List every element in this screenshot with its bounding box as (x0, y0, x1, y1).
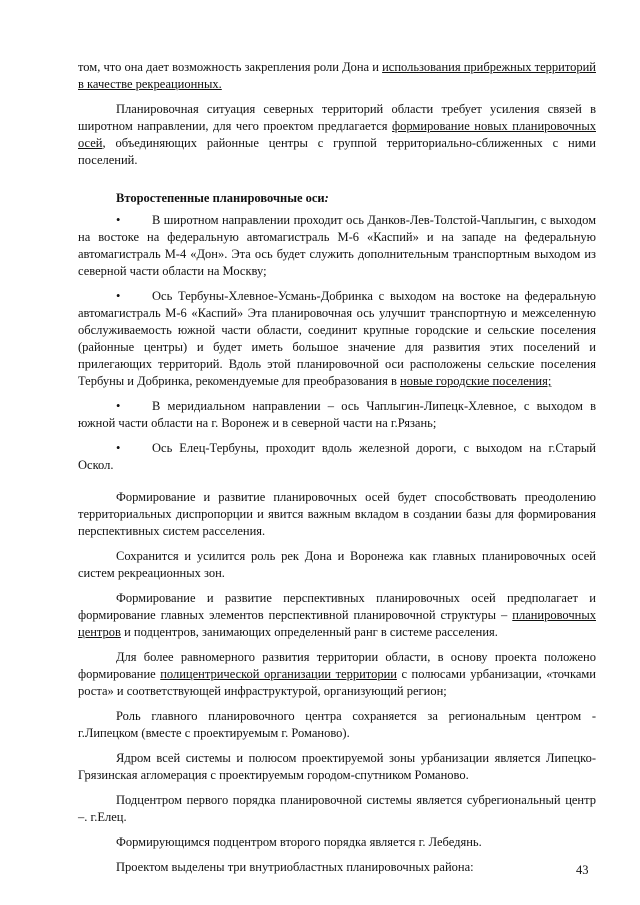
bullet-icon: • (116, 441, 121, 455)
underlined-phrase: полицентрической организации территории (160, 667, 397, 681)
heading-text: Второстепенные планировочные оси (116, 191, 325, 205)
paragraph-first-order-subcenter: Подцентром первого порядка планировочной системы является субрегиональный центр –. г.Елец. (78, 793, 596, 824)
paragraph-polycentric (78, 649, 596, 700)
page-body (78, 59, 596, 884)
bullet-text: Ось Елец-Тербуны, проходит вдоль железной дороги, с выходом на г.Старый Оскол. (78, 441, 596, 472)
underlined-phrase: планировочных центров (78, 608, 596, 639)
bullet-text: Ось Тербуны-Хлевное-Усмань-Добринка с выходом на востоке на федеральную автомагистраль М-6 «Каспий» Эта планировочная ось улучшит транспортную и межселенную обслуживаемость южной части области, соединит крупные городские и сельские поселения (районные центры) и будет иметь большое значение для развития этих поселений и прилегающих территорий. Вдоль этой планировочной оси расположены сельские поселения Тербуны и Добринка, рекомендуемые для преобразования в (78, 289, 596, 388)
paragraph-planning-districts: Проектом выделены три внутриобластных планировочных района: (116, 860, 474, 874)
paragraph-text: Планировочная ситуация северных территорий области требует усиления связей в широтном направлении, для чего проектом предлагается (78, 102, 596, 133)
paragraph-axes-development: Формирование и развитие планировочных осей будет способствовать преодолению территориальных диспропорции и явится важным вкладом в создании базы для формирования перспективных систем расселения. (78, 490, 596, 538)
bullet-text: В меридиальном направлении – ось Чаплыгин-Липецк-Хлевное, с выходом в южной части области на г. Воронеж и в северной части на г.Рязань; (78, 399, 596, 430)
paragraph-text: Формирование и развитие перспективных планировочных осей предполагает и формирование главных элементов перспективной планировочной структуры – (78, 591, 596, 622)
underlined-phrase: формирование новых планировочных осей (78, 119, 596, 150)
bullet-icon: • (116, 399, 121, 413)
bullet-item-latitudinal-axis (78, 212, 596, 280)
page-number: 43 (576, 863, 589, 877)
section-heading (116, 190, 596, 207)
paragraph-text: с полюсами урбанизации, «точками роста» и соответствующей инфраструктурой, организующий регион; (78, 667, 596, 698)
paragraph-text: Для более равномерного развития территории области, в основу проекта положено формирование (78, 650, 596, 681)
bullet-item-meridional-axis (78, 398, 596, 432)
paragraph-text: , объединяющих районные центры с группой территориально-сближенных с ними поселений. (78, 136, 596, 167)
heading-colon: : (324, 191, 329, 205)
underlined-phrase: использования прибрежных территорий в качестве рекреационных. (78, 60, 596, 91)
paragraph-text: том, что она дает возможность закрепления роли Дона и (78, 60, 383, 74)
paragraph-rivers-role: Сохранится и усилится роль рек Дона и Воронежа как главных планировочных осей систем рекреационных зон. (78, 549, 596, 580)
paragraph-main-center: Роль главного планировочного центра сохраняется за региональным центром - г.Липецком (вместе с проектируемым г. Романово). (78, 709, 596, 740)
paragraph-northern-territories (78, 101, 596, 169)
bullet-item-terbuny-axis (78, 288, 596, 390)
paragraph-agglomeration-core: Ядром всей системы и полюсом проектируемой зоны урбанизации является Липецко-Грязинская агломерация с проектируемым городом-спутником Романово. (78, 751, 596, 782)
paragraph-planning-centers (78, 590, 596, 641)
bullet-icon: • (116, 289, 121, 303)
bullet-item-elets-axis (78, 440, 596, 474)
paragraph-second-order-subcenter: Формирующимся подцентром второго порядка является г. Лебедянь. (116, 835, 482, 849)
paragraph-text: и подцентров, занимающих определенный ранг в системе расселения. (120, 625, 498, 639)
bullet-text: В широтном направлении проходит ось Данков-Лев-Толстой-Чаплыгин, с выходом на востоке на федеральную автомагистраль М-6 «Каспий» и на западе на федеральную автомагистраль М-4 «Дон». Эта ось будет служить дополнительным транспортным выходом из северной части области на Москву; (78, 213, 596, 278)
bullet-icon: • (116, 213, 121, 227)
paragraph-river-don-recreation (78, 59, 596, 93)
underlined-phrase: новые городские поселения; (400, 374, 552, 388)
